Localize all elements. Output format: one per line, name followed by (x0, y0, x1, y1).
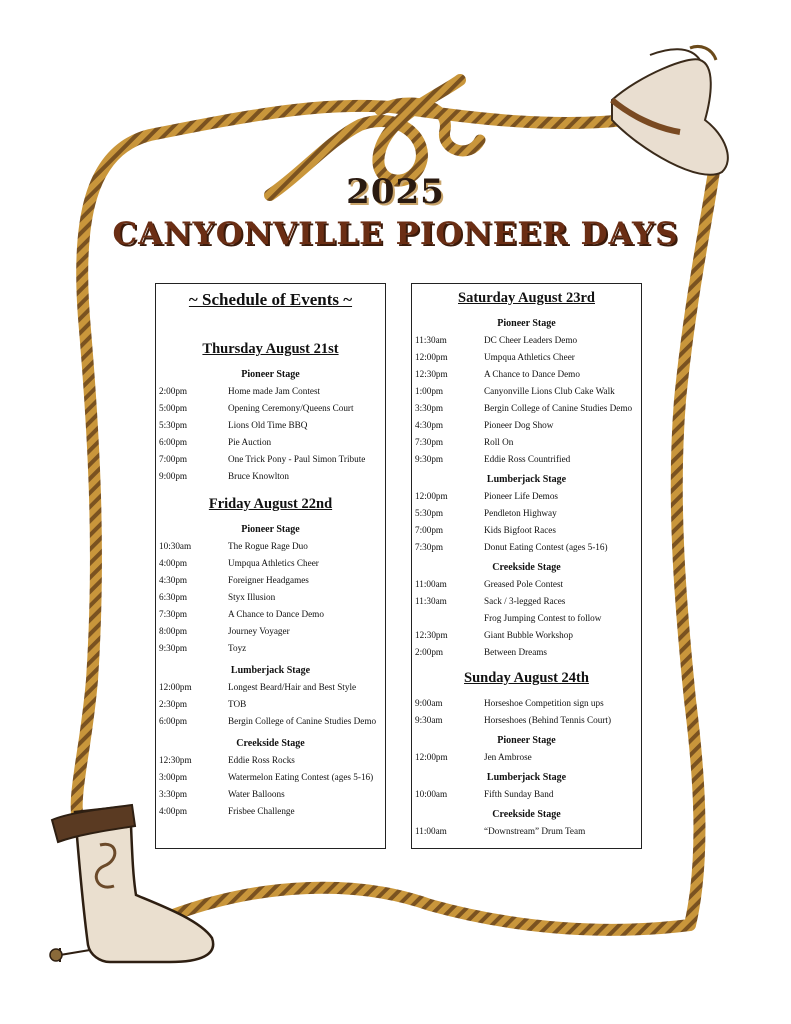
event-name: Pioneer Life Demos (484, 491, 558, 501)
event-name: One Trick Pony - Paul Simon Tribute (228, 454, 366, 464)
event-time: 5:30pm (415, 508, 444, 518)
event-name: Umpqua Athletics Cheer (484, 352, 575, 362)
stage-heading: Creekside Stage (492, 562, 561, 573)
event-name: Horseshoes (Behind Tennis Court) (484, 715, 612, 725)
event-time: 3:00pm (159, 772, 188, 782)
event-time: 11:00am (415, 579, 447, 589)
event-name: DC Cheer Leaders Demo (484, 335, 578, 345)
event-time: 6:30pm (159, 592, 188, 602)
event-name: Water Balloons (228, 789, 285, 799)
event-time: 9:30pm (415, 454, 444, 464)
event-name: Foreigner Headgames (228, 575, 309, 585)
event-name: Umpqua Athletics Cheer (228, 558, 319, 568)
event-time: 4:30pm (159, 575, 188, 585)
event-name: Opening Ceremony/Queens Court (228, 403, 354, 413)
event-name: Roll On (484, 437, 514, 447)
event-time: 12:00pm (415, 352, 448, 362)
event-name: Journey Voyager (228, 626, 290, 636)
day-heading: Friday August 22nd (208, 496, 333, 512)
event-time: 12:00pm (415, 752, 448, 762)
event-time: 12:30pm (415, 630, 448, 640)
event-name: Longest Beard/Hair and Best Style (228, 682, 357, 692)
event-name: Pioneer Dog Show (484, 420, 554, 430)
event-time: 7:00pm (415, 525, 444, 535)
event-name: Watermelon Eating Contest (ages 5-16) (228, 772, 374, 782)
event-time: 7:30pm (415, 542, 444, 552)
event-time: 10:30am (159, 541, 192, 551)
event-time: 9:00am (415, 698, 443, 708)
event-name: Toyz (228, 643, 247, 653)
event-name: Giant Bubble Workshop (484, 630, 573, 640)
event-name: Bergin College of Canine Studies Demo (484, 403, 633, 413)
event-name: Frog Jumping Contest to follow (484, 613, 602, 623)
event-name: Horseshoe Competition sign ups (484, 698, 604, 708)
stage-heading: Lumberjack Stage (230, 665, 311, 676)
event-time: 7:00pm (159, 454, 188, 464)
stage-heading: Lumberjack Stage (486, 772, 567, 783)
event-name: Greased Pole Contest (484, 579, 564, 589)
event-name: Bruce Knowlton (228, 471, 289, 481)
schedule-panel-left (155, 283, 386, 849)
schedule-heading: ~ Schedule of Events ~ (188, 290, 353, 309)
event-name: Bergin College of Canine Studies Demo (228, 716, 377, 726)
event-time: 7:30pm (159, 609, 188, 619)
event-time: 9:30am (415, 715, 443, 725)
event-time: 11:00am (415, 826, 447, 836)
event-name: Jen Ambrose (484, 752, 532, 762)
event-name: Donut Eating Contest (ages 5-16) (484, 542, 608, 552)
event-time: 2:00pm (415, 647, 444, 657)
cowboy-hat-icon (612, 47, 728, 175)
event-time: 12:30pm (415, 369, 448, 379)
event-time: 4:00pm (159, 558, 188, 568)
stage-heading: Lumberjack Stage (486, 474, 567, 485)
stage-heading: Pioneer Stage (241, 524, 300, 535)
event-time: 11:30am (415, 335, 447, 345)
event-time: 4:30pm (415, 420, 444, 430)
event-time: 1:00pm (415, 386, 444, 396)
event-time: 4:00pm (159, 806, 188, 816)
event-name: “Downstream” Drum Team (484, 826, 586, 836)
stage-heading: Creekside Stage (492, 809, 561, 820)
event-name: Between Dreams (484, 647, 548, 657)
event-name: A Chance to Dance Demo (228, 609, 324, 619)
stage-heading: Pioneer Stage (497, 318, 556, 329)
event-time: 9:30pm (159, 643, 188, 653)
stage-heading: Pioneer Stage (241, 369, 300, 380)
event-name: Eddie Ross Rocks (228, 755, 295, 765)
event-time: 11:30am (415, 596, 447, 606)
event-time: 9:00pm (159, 471, 188, 481)
event-name: Canyonville Lions Club Cake Walk (484, 386, 615, 396)
event-name: Lions Old Time BBQ (228, 420, 308, 430)
event-name: Frisbee Challenge (228, 806, 295, 816)
event-time: 5:00pm (159, 403, 188, 413)
event-title: CANYONVILLE PIONEER DAYS (112, 216, 679, 252)
event-time: 12:30pm (159, 755, 192, 765)
stage-heading: Creekside Stage (236, 738, 305, 749)
event-name: Pie Auction (228, 437, 272, 447)
event-name: Styx Illusion (228, 592, 276, 602)
event-year: 2025 (346, 172, 445, 212)
event-time: 2:00pm (159, 386, 188, 396)
stage-heading: Pioneer Stage (497, 735, 556, 746)
event-time: 12:00pm (415, 491, 448, 501)
event-name: TOB (228, 699, 247, 709)
event-name: A Chance to Dance Demo (484, 369, 580, 379)
event-time: 5:30pm (159, 420, 188, 430)
event-name: Home made Jam Contest (228, 386, 321, 396)
event-name: Sack / 3-legged Races (484, 596, 566, 606)
event-name: Fifth Sunday Band (484, 789, 554, 799)
day-heading: Sunday August 24th (464, 670, 589, 686)
event-time: 3:30pm (415, 403, 444, 413)
event-time: 6:00pm (159, 716, 188, 726)
event-name: Eddie Ross Countrified (484, 454, 571, 464)
event-time: 8:00pm (159, 626, 188, 636)
schedule-panel-right (411, 283, 642, 849)
event-time: 7:30pm (415, 437, 444, 447)
event-name: The Rogue Rage Duo (228, 541, 308, 551)
event-time: 6:00pm (159, 437, 188, 447)
day-heading: Saturday August 23rd (458, 290, 595, 306)
day-heading: Thursday August 21st (202, 341, 339, 357)
event-time: 2:30pm (159, 699, 188, 709)
event-name: Kids Bigfoot Races (484, 525, 556, 535)
event-time: 10:00am (415, 789, 448, 799)
event-time: 12:00pm (159, 682, 192, 692)
event-time: 3:30pm (159, 789, 188, 799)
event-name: Pendleton Highway (484, 508, 557, 518)
